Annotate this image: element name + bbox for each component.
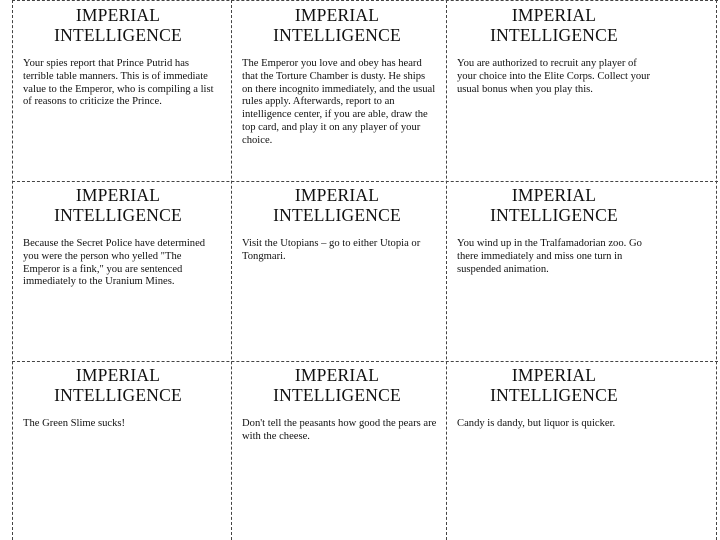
card-title-line: IMPERIAL (75, 185, 161, 205)
card-title-line: INTELLIGENCE (490, 205, 618, 225)
card (447, 1, 661, 173)
card-title-line: IMPERIAL (294, 185, 380, 205)
card-title-line: INTELLIGENCE (54, 205, 182, 225)
card-text: Candy is dandy, but liquor is quicker. (457, 418, 616, 429)
card-title-line: INTELLIGENCE (54, 25, 182, 45)
card-title-line: IMPERIAL (511, 365, 597, 385)
card-title-line: IMPERIAL (75, 365, 161, 385)
card-title-line: IMPERIAL (511, 185, 597, 205)
card (232, 181, 442, 353)
card-title (447, 5, 661, 45)
card-text: The Green Slime sucks! (23, 418, 126, 429)
card-title-line: INTELLIGENCE (273, 25, 401, 45)
card-text: Because the Secret Police have determined you were the person who yelled "The Emperor is a fink," you are sentenced immediately to the Uranium Mines. (23, 238, 206, 288)
card (13, 361, 223, 533)
card-title-line: INTELLIGENCE (54, 385, 182, 405)
card-title-line: INTELLIGENCE (273, 385, 401, 405)
card-title-line: INTELLIGENCE (490, 385, 618, 405)
card-title-line: IMPERIAL (75, 5, 161, 25)
card-title (13, 365, 223, 405)
card-text: Your spies report that Prince Putrid has terrible table manners. This is of immediate value to the Emperor, who is compiling a list of reasons to criticize the Prince. (23, 58, 214, 108)
card-text: The Emperor you love and obey has heard that the Torture Chamber is dusty. He ships on there incognito immediately, and the usual rules apply. Afterwards, report to an intelligence center, if you are able, draw the top card, and play it on any player of your choice. (242, 58, 436, 146)
card (232, 1, 442, 173)
cut-line-vertical (716, 0, 717, 540)
card (447, 181, 661, 353)
card-title (13, 185, 223, 225)
card (13, 181, 223, 353)
card (13, 1, 223, 173)
card (232, 361, 442, 533)
card-text: You are authorized to recruit any player of your choice into the Elite Corps. Collect your usual bonus when you play this. (457, 58, 650, 95)
card-title (232, 185, 442, 225)
card-title (447, 365, 661, 405)
card-title (232, 365, 442, 405)
card-title-line: IMPERIAL (294, 5, 380, 25)
card-text: You wind up in the Tralfamadorian zoo. Go there immediately and miss one turn in suspended animation. (457, 238, 642, 275)
card-text: Visit the Utopians – go to either Utopia or Tongmari. (242, 238, 421, 262)
card-text: Don't tell the peasants how good the pears are with the cheese. (242, 418, 437, 442)
card-title-line: IMPERIAL (294, 365, 380, 385)
card-title (447, 185, 661, 225)
card-title (232, 5, 442, 45)
card-title-line: IMPERIAL (511, 5, 597, 25)
card-title-line: INTELLIGENCE (490, 25, 618, 45)
card-title-line: INTELLIGENCE (273, 205, 401, 225)
card (447, 361, 661, 533)
card-title (13, 5, 223, 45)
